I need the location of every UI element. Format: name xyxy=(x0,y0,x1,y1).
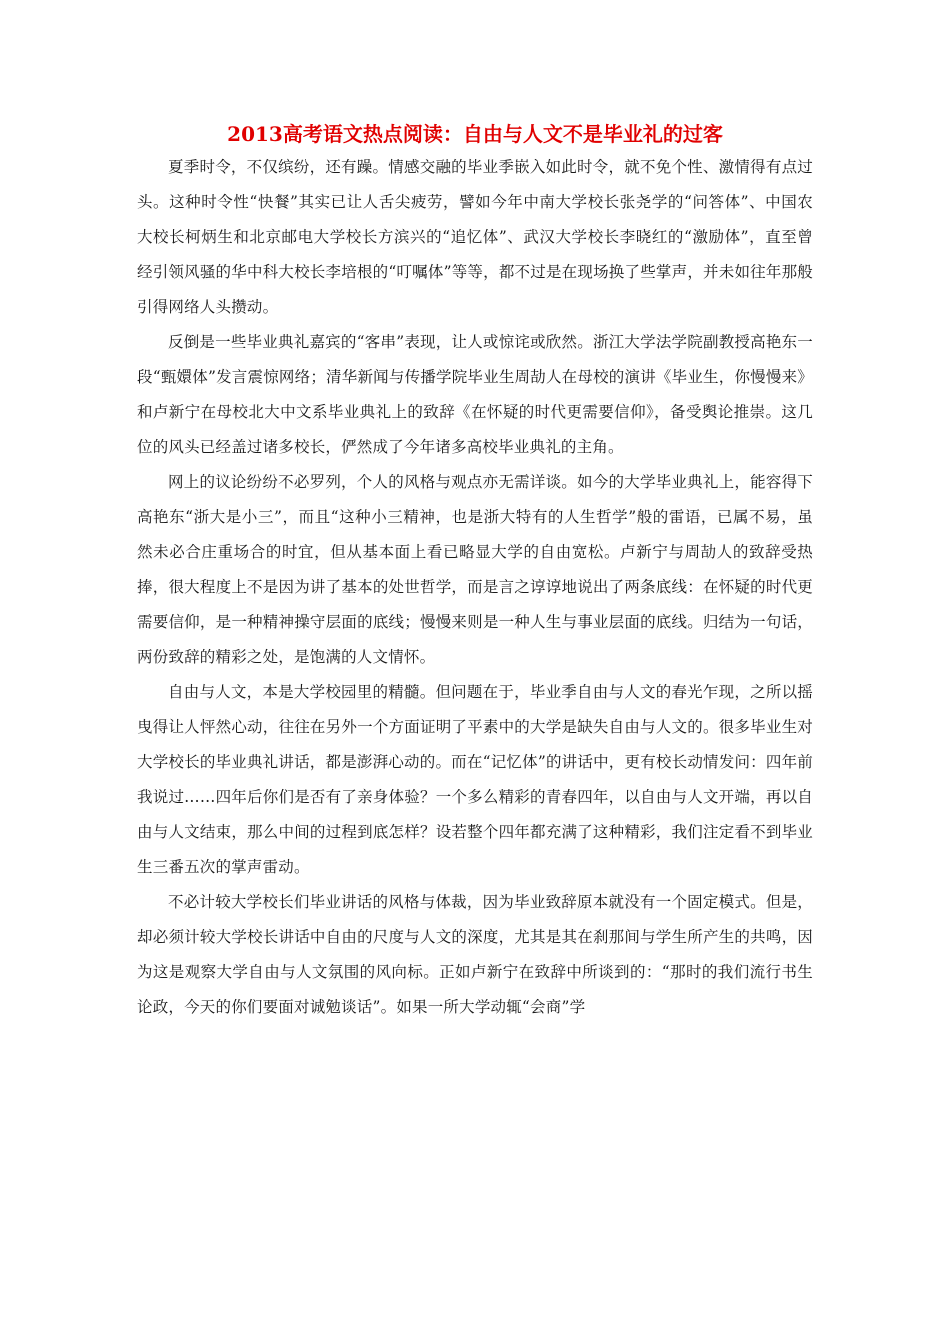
document-body xyxy=(137,150,813,1025)
paragraph-5: 不必计较大学校长们毕业讲话的风格与体裁，因为毕业致辞原本就没有一个固定模式。但是，却必须计较大学校长讲话中自由的尺度与人文的深度，尤其是其在刹那间与学生所产生的共鸣，因为这是观察大学自由与人文氛围的风向标。正如卢新宁在致辞中所谈到的：“那时的我们流行书生论政，今天的你们要面对诚勉谈话”。如果一所大学动辄“会商”学 xyxy=(137,893,813,1016)
document-title: 2013高考语文热点阅读：自由与人文不是毕业礼的过客 xyxy=(227,122,723,146)
paragraph-4: 自由与人文，本是大学校园里的精髓。但问题在于，毕业季自由与人文的春光乍现，之所以摇曳得让人怦然心动，往往在另外一个方面证明了平素中的大学是缺失自由与人文的。很多毕业生对大学校长的毕业典礼讲话，都是澎湃心动的。而在“记忆体”的讲话中，更有校长动情发问：四年前我说过……四年后你们是否有了亲身体验？一个多么精彩的青春四年，以自由与人文开端，再以自由与人文结束，那么中间的过程到底怎样？设若整个四年都充满了这种精彩，我们注定看不到毕业生三番五次的掌声雷动。 xyxy=(137,683,813,876)
paragraph-1: 夏季时令，不仅缤纷，还有躁。情感交融的毕业季嵌入如此时令，就不免个性、激情得有点过头。这种时令性“快餐”其实已让人舌尖疲劳，譬如今年中南大学校长张尧学的“问答体”、中国农大校长柯炳生和北京邮电大学校长方滨兴的“追忆体”、武汉大学校长李晓红的“激励体”，直至曾经引领风骚的华中科大校长李培根的“叮嘱体”等等，都不过是在现场换了些掌声，并未如往年那般引得网络人头攒动。 xyxy=(137,158,813,316)
paragraph-2: 反倒是一些毕业典礼嘉宾的“客串”表现，让人或惊诧或欣然。浙江大学法学院副教授高艳东一段“甄嬛体”发言震惊网络；清华新闻与传播学院毕业生周劼人在母校的演讲《毕业生，你慢慢来》和卢新宁在母校北大中文系毕业典礼上的致辞《在怀疑的时代更需要信仰》，备受舆论推崇。这几位的风头已经盖过诸多校长，俨然成了今年诸多高校毕业典礼的主角。 xyxy=(137,333,813,456)
paragraph-3: 网上的议论纷纷不必罗列，个人的风格与观点亦无需详谈。如今的大学毕业典礼上，能容得下高艳东“浙大是小三”，而且“这种小三精神，也是浙大特有的人生哲学”般的雷语，已属不易，虽然未必合庄重场合的时宜，但从基本面上看已略显大学的自由宽松。卢新宁与周劼人的致辞受热捧，很大程度上不是因为讲了基本的处世哲学，而是言之谆谆地说出了两条底线：在怀疑的时代更需要信仰，是一种精神操守层面的底线；慢慢来则是一种人生与事业层面的底线。归结为一句话，两份致辞的精彩之处，是饱满的人文情怀。 xyxy=(137,473,813,666)
